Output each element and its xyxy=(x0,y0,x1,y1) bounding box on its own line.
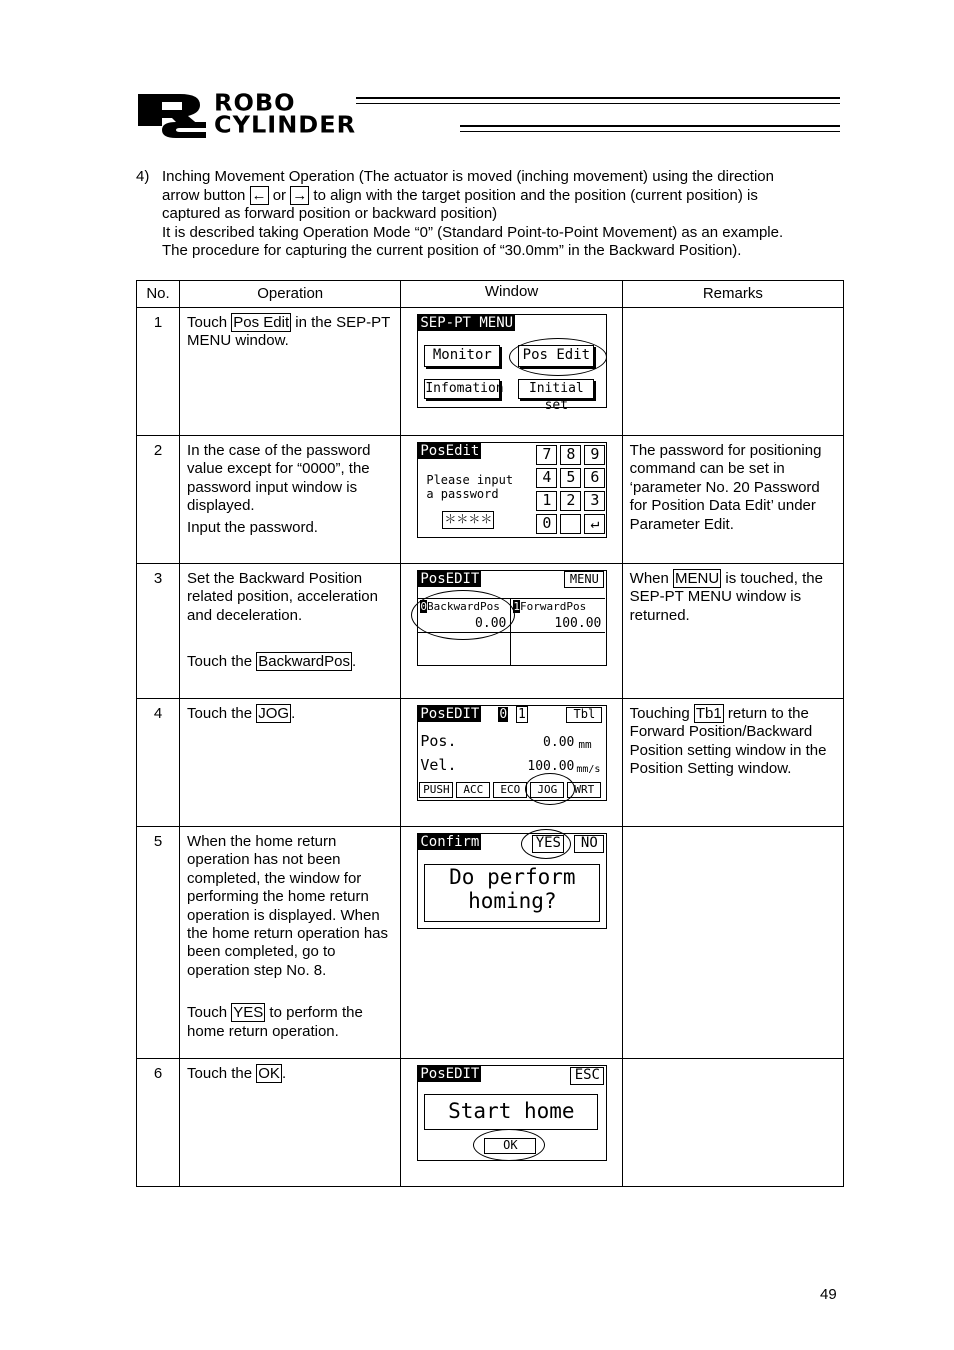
table-header-row xyxy=(137,281,844,308)
jog-screen-button[interactable]: PUSH xyxy=(419,782,453,798)
remarks-cell xyxy=(622,1059,843,1187)
highlight-circle xyxy=(473,1129,545,1161)
esc-button[interactable]: ESC xyxy=(570,1067,604,1085)
row-number: 1 xyxy=(137,308,180,436)
window-cell xyxy=(401,699,622,827)
operation-cell: In the case of the password value except for “0000”, the password input window is displayed. Input the password. xyxy=(180,436,401,564)
password-screen xyxy=(417,442,607,540)
vel-value: 100.00 xyxy=(527,759,575,774)
pos-unit: mm xyxy=(578,738,592,751)
remarks-cell: Touching Tb1 return to the Forward Position/Backward Position setting window in the Position Setting window. xyxy=(622,699,843,827)
operation-cell: Touch Pos Edit in the SEP-PT MENU window. xyxy=(180,308,401,436)
jog-screen-button[interactable]: ACC xyxy=(456,782,490,798)
backward-pos-value: 0.00 xyxy=(475,616,507,631)
arrow-left-key: ← xyxy=(251,186,267,204)
start-home-screen xyxy=(417,1065,607,1163)
header-rule-bottom xyxy=(460,125,840,132)
table-row xyxy=(137,827,844,1059)
pos-value: 0.00 xyxy=(543,735,575,750)
keypad-key[interactable]: 7 xyxy=(536,445,557,465)
keypad-key[interactable]: ↵ xyxy=(584,514,605,534)
screen-title: PosEDIT xyxy=(420,706,480,722)
keypad-key[interactable]: 5 xyxy=(560,468,581,488)
vel-unit: mm/s xyxy=(576,764,601,775)
keypad-key[interactable]: 1 xyxy=(536,491,557,511)
jog-screen-button[interactable]: ECO xyxy=(493,782,527,798)
password-prompt: Please input a password xyxy=(426,473,514,501)
table-row xyxy=(137,699,844,827)
initial-set-button[interactable]: Initial set xyxy=(518,379,594,399)
tbl-button[interactable]: Tbl xyxy=(566,707,602,723)
page-number: 49 xyxy=(820,1286,837,1303)
arrow-right-key: → xyxy=(292,186,308,204)
forward-pos-cell[interactable]: 1ForwardPos xyxy=(513,600,587,613)
row-number: 6 xyxy=(137,1059,180,1187)
row-number: 5 xyxy=(137,827,180,1059)
window-cell xyxy=(401,436,622,564)
operation-cell: When the home return operation has not been completed, the window for performing the home return operation is displayed. When the home return operation has been completed, go to operation step No. 8. Touch YES to perform the home return operation. xyxy=(180,827,401,1059)
ok-button[interactable]: OK xyxy=(484,1138,536,1154)
operation-cell: Set the Backward Position related position, acceleration and deceleration. Touch the BackwardPos . xyxy=(180,564,401,699)
logo-line-1: ROBO xyxy=(214,89,296,117)
col-header-remarks: Remarks xyxy=(622,281,843,308)
intro-paragraph xyxy=(136,168,836,261)
tb1-key: Tb1 xyxy=(695,705,722,722)
jog-key: JOG xyxy=(258,705,290,722)
pos-label: Pos. xyxy=(420,732,457,750)
confirm-screen xyxy=(417,833,607,931)
backward-pos-key: BackwardPos xyxy=(258,653,350,671)
confirm-message-box: Do perform homing? xyxy=(424,864,600,922)
remarks-cell: When MENU is touched, the SEP-PT MENU window is returned. xyxy=(622,564,843,699)
operation-cell: Touch the OK . xyxy=(180,1059,401,1187)
operation-cell: Touch the JOG . xyxy=(180,699,401,827)
table-row xyxy=(137,564,844,699)
window-cell xyxy=(401,827,622,1059)
intro-line: captured as forward position or backward position) xyxy=(162,205,498,223)
screen-title: SEP-PT MENU xyxy=(420,315,514,331)
table-row xyxy=(137,436,844,564)
remarks-cell xyxy=(622,827,843,1059)
keypad-key[interactable]: 8 xyxy=(560,445,581,465)
row-number: 2 xyxy=(137,436,180,564)
highlight-circle xyxy=(411,590,515,640)
screen-title: PosEdit xyxy=(420,443,480,459)
logo-line-2: CYLINDER xyxy=(214,111,357,139)
no-button[interactable]: NO xyxy=(574,835,604,853)
keypad-key[interactable]: 6 xyxy=(584,468,605,488)
intro-line: It is described taking Operation Mode “0” (Standard Point-to-Point Movement) as an example. xyxy=(162,223,784,241)
procedure-table xyxy=(136,280,844,1187)
intro-line: arrow button ← or → to align with the target position and the position (current position) is xyxy=(162,186,758,204)
menu-key: MENU xyxy=(675,570,720,587)
highlight-circle xyxy=(509,338,607,376)
keypad-key[interactable] xyxy=(560,514,581,534)
sep-pt-menu-screen xyxy=(417,314,607,412)
jog-screen xyxy=(417,705,607,803)
vel-label: Vel. xyxy=(420,756,457,774)
monitor-button[interactable]: Monitor xyxy=(424,345,500,367)
pos-edit-key: Pos Edit xyxy=(233,314,290,331)
pos-edit-button[interactable]: Pos Edit xyxy=(518,345,594,367)
ok-key: OK xyxy=(258,1065,280,1082)
screen-title: PosEDIT xyxy=(420,1066,480,1082)
table-row xyxy=(137,308,844,436)
intro-line: Inching Movement Operation (The actuator is moved (inching movement) using the direction xyxy=(162,168,774,185)
col-header-no: No. xyxy=(137,281,180,308)
screen-title: Confirm xyxy=(420,834,480,850)
table-row xyxy=(137,1059,844,1187)
start-home-message: Start home xyxy=(424,1094,598,1130)
keypad-key[interactable]: 2 xyxy=(560,491,581,511)
window-cell xyxy=(401,564,622,699)
jog-screen-button[interactable]: WRT xyxy=(567,782,601,798)
backward-pos-cell[interactable]: 0BackwardPos xyxy=(420,600,500,613)
information-button[interactable]: Infomation xyxy=(424,379,500,399)
index-1: 1 xyxy=(518,707,526,722)
yes-key: YES xyxy=(233,1004,264,1022)
menu-button[interactable]: MENU xyxy=(564,571,604,588)
screen-title: PosEDIT xyxy=(420,571,480,587)
col-header-operation: Operation xyxy=(180,281,401,308)
row-number: 3 xyxy=(137,564,180,699)
step-number: 4) xyxy=(136,168,150,185)
remarks-cell: The password for positioning command can be set in ‘parameter No. 20 Password for Position Data Edit’ under Parameter Edit. xyxy=(622,436,843,564)
index-0: 0 xyxy=(499,707,508,722)
jog-screen-button[interactable]: JOG xyxy=(530,782,564,798)
forward-pos-value: 100.00 xyxy=(554,616,602,631)
window-cell xyxy=(401,308,622,436)
highlight-circle xyxy=(525,773,575,805)
col-header-window: Window xyxy=(401,281,622,308)
intro-line: The procedure for capturing the current position of “30.0mm” in the Backward Position). xyxy=(162,242,742,260)
pos-edit-screen xyxy=(417,570,607,668)
page-header xyxy=(136,89,840,140)
logo-wordmark xyxy=(214,89,357,139)
keypad-key[interactable]: 4 xyxy=(536,468,557,488)
window-cell xyxy=(401,1059,622,1187)
remarks-cell xyxy=(622,308,843,436)
rc-logo-icon xyxy=(136,92,208,140)
yes-button[interactable]: YES xyxy=(532,835,564,853)
keypad-key[interactable]: 9 xyxy=(584,445,605,465)
keypad-key[interactable]: 0 xyxy=(536,514,557,534)
row-number: 4 xyxy=(137,699,180,827)
header-rule-top xyxy=(356,97,840,104)
keypad-key[interactable]: 3 xyxy=(584,491,605,511)
password-field[interactable]: ＊＊＊＊ xyxy=(442,511,494,529)
